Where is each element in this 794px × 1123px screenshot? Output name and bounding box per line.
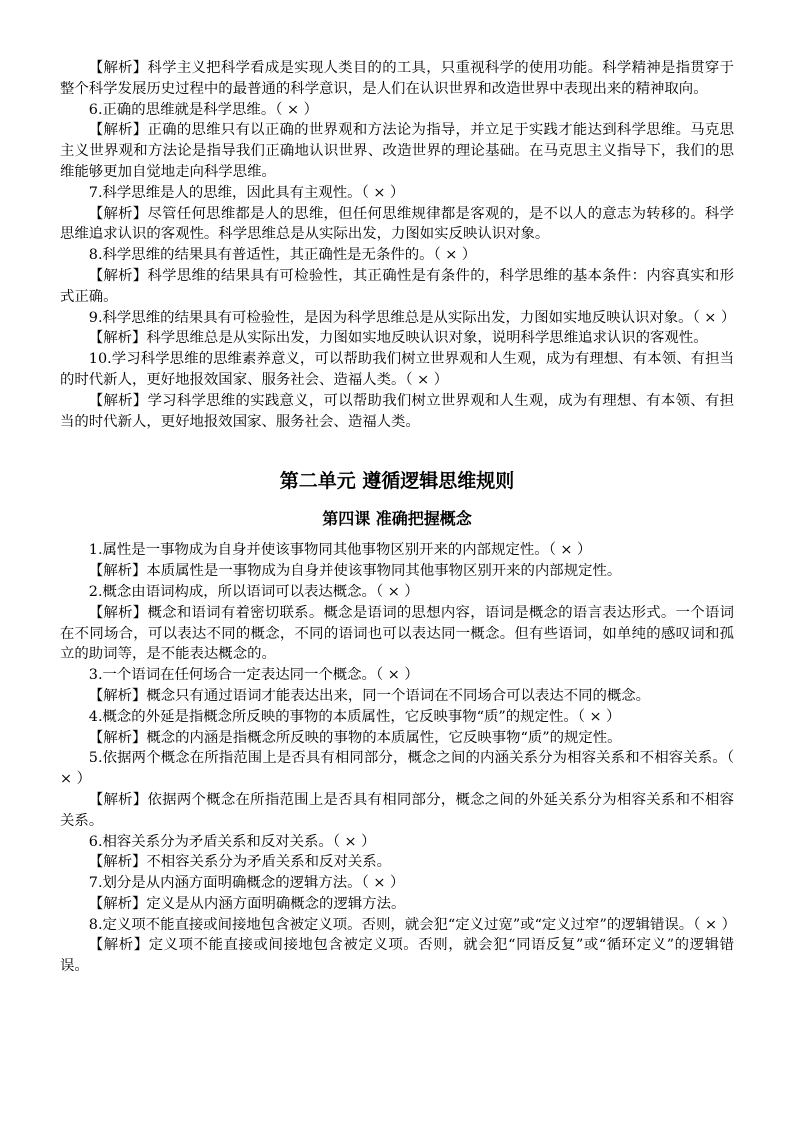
question-10: 10.学习科学思维的思维素养意义，可以帮助我们树立世界观和人生观，成为有理想、有本领、有担当的时代新人，更好地报效国家、服务社会、造福人类。（ × ） (60, 351, 734, 388)
unit-title: 第二单元 遵循逻辑思维规则 (279, 470, 515, 493)
question-6: 6.正确的思维就是科学思维。（ × ） (88, 101, 319, 118)
analysis-paragraph: 【解析】定义项不能直接或间接地包含被定义项。否则，就会犯“同语反复”或“循环定义”的逻辑错误。 (60, 937, 734, 975)
analysis-paragraph: 【解析】不相容关系分为矛盾关系和反对关系。 (88, 854, 392, 871)
analysis-paragraph: 【解析】科学主义把科学看成是实现人类目的的工具，只重视科学的使用功能。科学精神是指贯穿于整个科学发展历史过程中的最普通的科学意识，是人们在认识世界和改造世界中表现出来的精神取向。 (60, 60, 734, 97)
lesson-title: 第四课 准确把握概念 (322, 509, 472, 529)
question-4: 4.概念的外延是指概念所反映的事物的本质属性，它反映事物“质”的规定性。（ × ） (88, 708, 621, 725)
analysis-paragraph: 【解析】尽管任何思维都是人的思维，但任何思维规律都是客观的，是不以人的意志为转移的。科学思维追求认识的客观性。科学思维总是从实际出发，力图如实反映认识对象。 (60, 205, 734, 243)
section-1 (60, 58, 734, 432)
analysis-paragraph: 【解析】本质属性是一事物成为自身并使该事物同其他事物区别开来的内部规定性。 (88, 563, 622, 580)
analysis-paragraph: 【解析】定义是从内涵方面明确概念的逻辑方法。 (88, 895, 406, 912)
analysis-paragraph: 【解析】正确的思维只有以正确的世界观和方法论为指导，并立足于实践才能达到科学思维。马克思主义世界观和方法论是指导我们正确地认识世界、改造世界的理论基础。在马克思主义指导下，我们的思维能够更加自觉地走向科学思维。 (60, 122, 734, 180)
question-7: 7.划分是从内涵方面明确概念的逻辑方法。（ × ） (88, 875, 405, 892)
analysis-paragraph: 【解析】依据两个概念在所指范围上是否具有相同部分，概念之间的外延关系分为相容关系和不相容关系。 (60, 791, 734, 829)
analysis-paragraph: 【解析】概念和语词有着密切联系。概念是语词的思想内容，语词是概念的语言表达形式。一个语词在不同场合，可以表达不同的概念，不同的语词也可以表达同一概念。但有些语词，如单纯的感叹词和孤立的助词等，是不能表达概念的。 (60, 604, 734, 663)
question-5: 5.依据两个概念在所指范围上是否具有相同部分，概念之间的内涵关系分为相容关系和不相容关系。（ × ） (60, 750, 734, 788)
analysis-paragraph: 【解析】学习科学思维的实践意义，可以帮助我们树立世界观和人生观，成为有理想、有本领、有担当的时代新人，更好地报效国家、服务社会、造福人类。 (60, 392, 734, 430)
analysis-paragraph: 【解析】概念的内涵是指概念所反映的事物的本质属性，它反映事物“质”的规定性。 (88, 729, 622, 746)
analysis-paragraph: 【解析】科学思维的结果具有可检验性，其正确性是有条件的，科学思维的基本条件：内容真实和形式正确。 (60, 267, 734, 305)
question-1: 1.属性是一事物成为自身并使该事物同其他事物区别开来的内部规定性。（ × ） (88, 542, 592, 559)
question-2: 2.概念由语词构成，所以语词可以表达概念。（ × ） (88, 583, 419, 600)
section-2 (60, 540, 734, 977)
question-8: 8.科学思维的结果具有普适性，其正确性是无条件的。（ × ） (88, 247, 477, 264)
analysis-paragraph: 【解析】概念只有通过语词才能表达出来，同一个语词在不同场合可以表达不同的概念。 (88, 687, 651, 704)
question-6: 6.相容关系分为矛盾关系和反对关系。（ × ） (88, 833, 376, 850)
question-3: 3.一个语词在任何场合一定表达同一个概念。（ × ） (88, 667, 419, 684)
analysis-paragraph: 【解析】科学思维总是从实际出发，力图如实地反映认识对象，说明科学思维追求认识的客观性。 (88, 330, 708, 347)
question-7: 7.科学思维是人的思维，因此具有主观性。（ × ） (88, 184, 405, 201)
document-page (60, 58, 734, 977)
question-9: 9.科学思维的结果具有可检验性，是因为科学思维总是从实际出发，力图如实地反映认识对象。（ × ） (88, 309, 736, 326)
question-8: 8.定义项不能直接或间接地包含被定义项。否则，就会犯“定义过宽”或“定义过窄”的逻辑错误。（ × ） (88, 916, 736, 933)
